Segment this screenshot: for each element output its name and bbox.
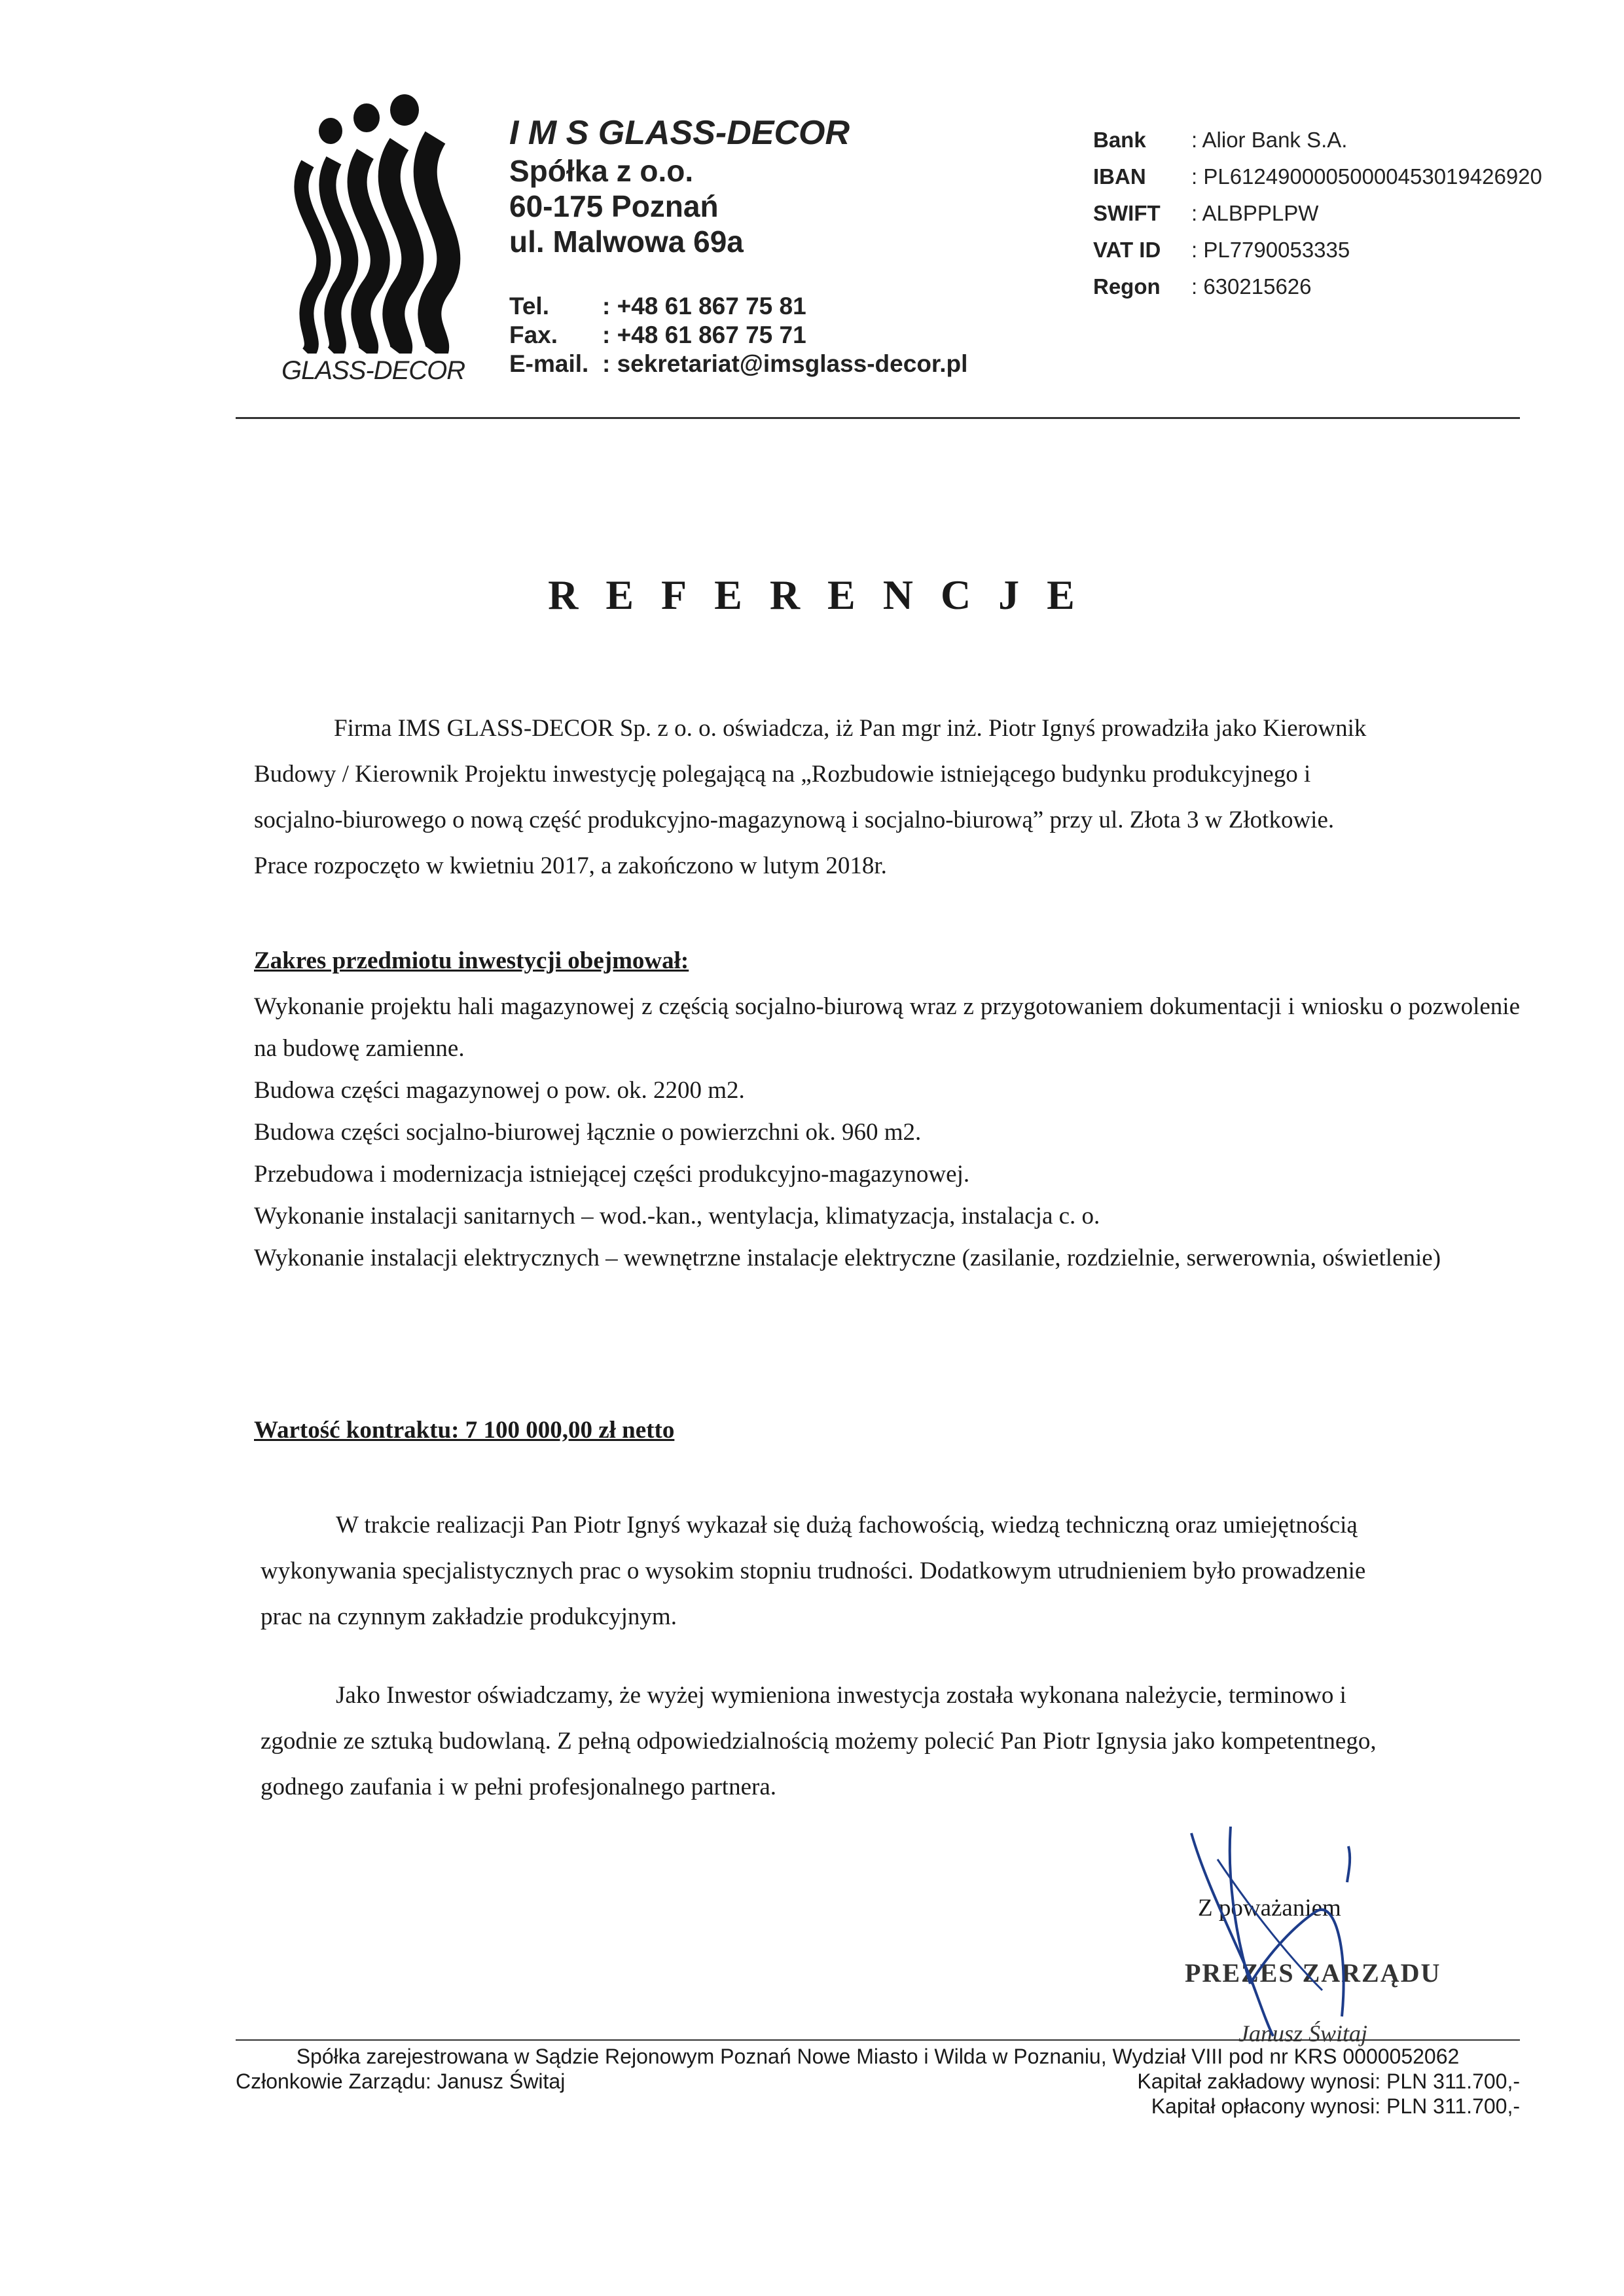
- scope-heading: Zakres przedmiotu inwestycji obejmował:: [254, 947, 689, 974]
- paragraph-line: zgodnie ze sztuką budowlaną. Z pełną odpowiedzialnością możemy polecić Pan Piotr Ignysia jako kompetentnego,: [261, 1728, 1377, 1755]
- contact-value: : sekretariat@imsglass-decor.pl: [602, 350, 968, 377]
- bank-value: : Alior Bank S.A.: [1191, 128, 1348, 152]
- contact-value: : +48 61 867 75 71: [602, 321, 806, 348]
- footer: [236, 2044, 1520, 2119]
- bank-label: IBAN: [1093, 164, 1146, 189]
- contact-row-email: [509, 350, 967, 378]
- recommendation-paragraph: [261, 1673, 1514, 1810]
- bank-info: [1093, 122, 1542, 305]
- contact-value: : +48 61 867 75 81: [602, 293, 806, 319]
- company-legal-form: Spółka z o.o.: [509, 154, 694, 188]
- contact-label: E-mail.: [509, 350, 589, 377]
- bank-row: [1093, 232, 1542, 268]
- paragraph-line: Firma IMS GLASS-DECOR Sp. z o. o. oświadcza, iż Pan mgr inż. Piotr Ignyś prowadziła jako Kierownik: [334, 715, 1367, 742]
- scope-item: Budowa części magazynowej o pow. ok. 2200 m2.: [254, 1077, 745, 1104]
- scope-item: Wykonanie instalacji elektrycznych – wewnętrzne instalacje elektryczne (zasilanie, rozdzielnie, serwerownia, oświetlenie): [254, 1245, 1441, 1271]
- contact-info: [509, 292, 967, 378]
- bank-label: Bank: [1093, 128, 1146, 152]
- bank-value: : PL61249000050000453019426920: [1191, 164, 1542, 189]
- handwritten-signature-icon: [1152, 1820, 1388, 2043]
- bank-row: [1093, 268, 1542, 305]
- bank-row: [1093, 195, 1542, 232]
- scope-list: [254, 986, 1520, 1279]
- signer-position: PREZES ZARZĄDU: [1185, 1958, 1441, 1988]
- paragraph-line: W trakcie realizacji Pan Piotr Ignyś wykazał się dużą fachowością, wiedzą techniczną oraz umiejętnością: [336, 1512, 1358, 1539]
- footer-board: Członkowie Zarządu: Janusz Świtaj: [236, 2069, 566, 2093]
- footer-registration: Spółka zarejestrowana w Sądzie Rejonowym Poznań Nowe Miasto i Wilda w Poznaniu, Wydział VIII pod nr KRS 0000052062: [296, 2045, 1460, 2068]
- intro-paragraph: [254, 706, 1520, 889]
- bank-label: VAT ID: [1093, 238, 1161, 262]
- contact-row-phone: [509, 292, 967, 321]
- paragraph-line: Budowy / Kierownik Projektu inwestycję polegającą na „Rozbudowie istniejącego budynku produkcyjnego i: [254, 761, 1311, 788]
- logo-caption: GLASS-DECOR: [281, 356, 465, 385]
- bank-value: : PL7790053335: [1191, 238, 1350, 262]
- paragraph-line: prac na czynnym zakładzie produkcyjnym.: [261, 1603, 677, 1630]
- contact-row-fax: [509, 321, 967, 350]
- scope-item: Budowa części socjalno-biurowej łącznie o powierzchni ok. 960 m2.: [254, 1119, 922, 1146]
- scope-item: Wykonanie instalacji sanitarnych – wod.-kan., wentylacja, klimatyzacja, instalacja c. o.: [254, 1203, 1100, 1230]
- scope-item: Wykonanie projektu hali magazynowej z częścią socjalno-biurową wraz z przygotowaniem dokumentacji i wniosku o pozwolenie na budowę zamienne.: [254, 993, 1520, 1062]
- signer-name: Janusz Świtaj: [1238, 2020, 1368, 2047]
- closing-salutation: Z poważaniem: [1198, 1895, 1341, 1922]
- company-name: I M S GLASS-DECOR: [509, 114, 850, 152]
- contact-label: Fax.: [509, 321, 558, 348]
- contract-value: Wartość kontraktu: 7 100 000,00 zł netto: [254, 1417, 675, 1444]
- footer-capital-paid: Kapitał opłacony wynosi: PLN 311.700,-: [1151, 2094, 1520, 2118]
- bank-row: [1093, 122, 1542, 158]
- scope-item: Przebudowa i modernizacja istniejącej części produkcyjno-magazynowej.: [254, 1161, 970, 1188]
- bank-label: SWIFT: [1093, 201, 1161, 225]
- bank-label: Regon: [1093, 274, 1161, 299]
- paragraph-line: Prace rozpoczęto w kwietniu 2017, a zakończono w lutym 2018r.: [254, 852, 887, 879]
- contact-label: Tel.: [509, 293, 549, 319]
- bank-value: : ALBPPLPW: [1191, 201, 1319, 225]
- company-street: ul. Malwowa 69a: [509, 225, 744, 259]
- header-divider: [236, 417, 1520, 419]
- company-city: 60-175 Poznań: [509, 189, 719, 223]
- paragraph-line: godnego zaufania i w pełni profesjonalnego partnera.: [261, 1774, 777, 1800]
- bank-value: : 630215626: [1191, 274, 1312, 299]
- paragraph-line: Jako Inwestor oświadczamy, że wyżej wymieniona inwestycja została wykonana należycie, terminowo i: [336, 1682, 1346, 1709]
- document-title: REFERENCJE: [548, 572, 1102, 618]
- bank-row: [1093, 158, 1542, 195]
- footer-capital-share: Kapitał zakładowy wynosi: PLN 311.700,-: [1137, 2069, 1520, 2093]
- footer-row: [236, 2069, 1520, 2094]
- paragraph-line: socjalno-biurowego o nową część produkcyjno-magazynową i socjalno-biurową” przy ul. Złota 3 w Złotkowie.: [254, 807, 1335, 833]
- ims-logo-icon: [268, 92, 484, 354]
- footer-row: [236, 2094, 1520, 2119]
- paragraph-line: wykonywania specjalistycznych prac o wysokim stopniu trudności. Dodatkowym utrudnieniem było prowadzenie: [261, 1558, 1366, 1584]
- evaluation-paragraph: [261, 1503, 1514, 1640]
- company-info: [509, 113, 850, 259]
- company-logo: [268, 92, 484, 393]
- footer-divider: [236, 2039, 1520, 2041]
